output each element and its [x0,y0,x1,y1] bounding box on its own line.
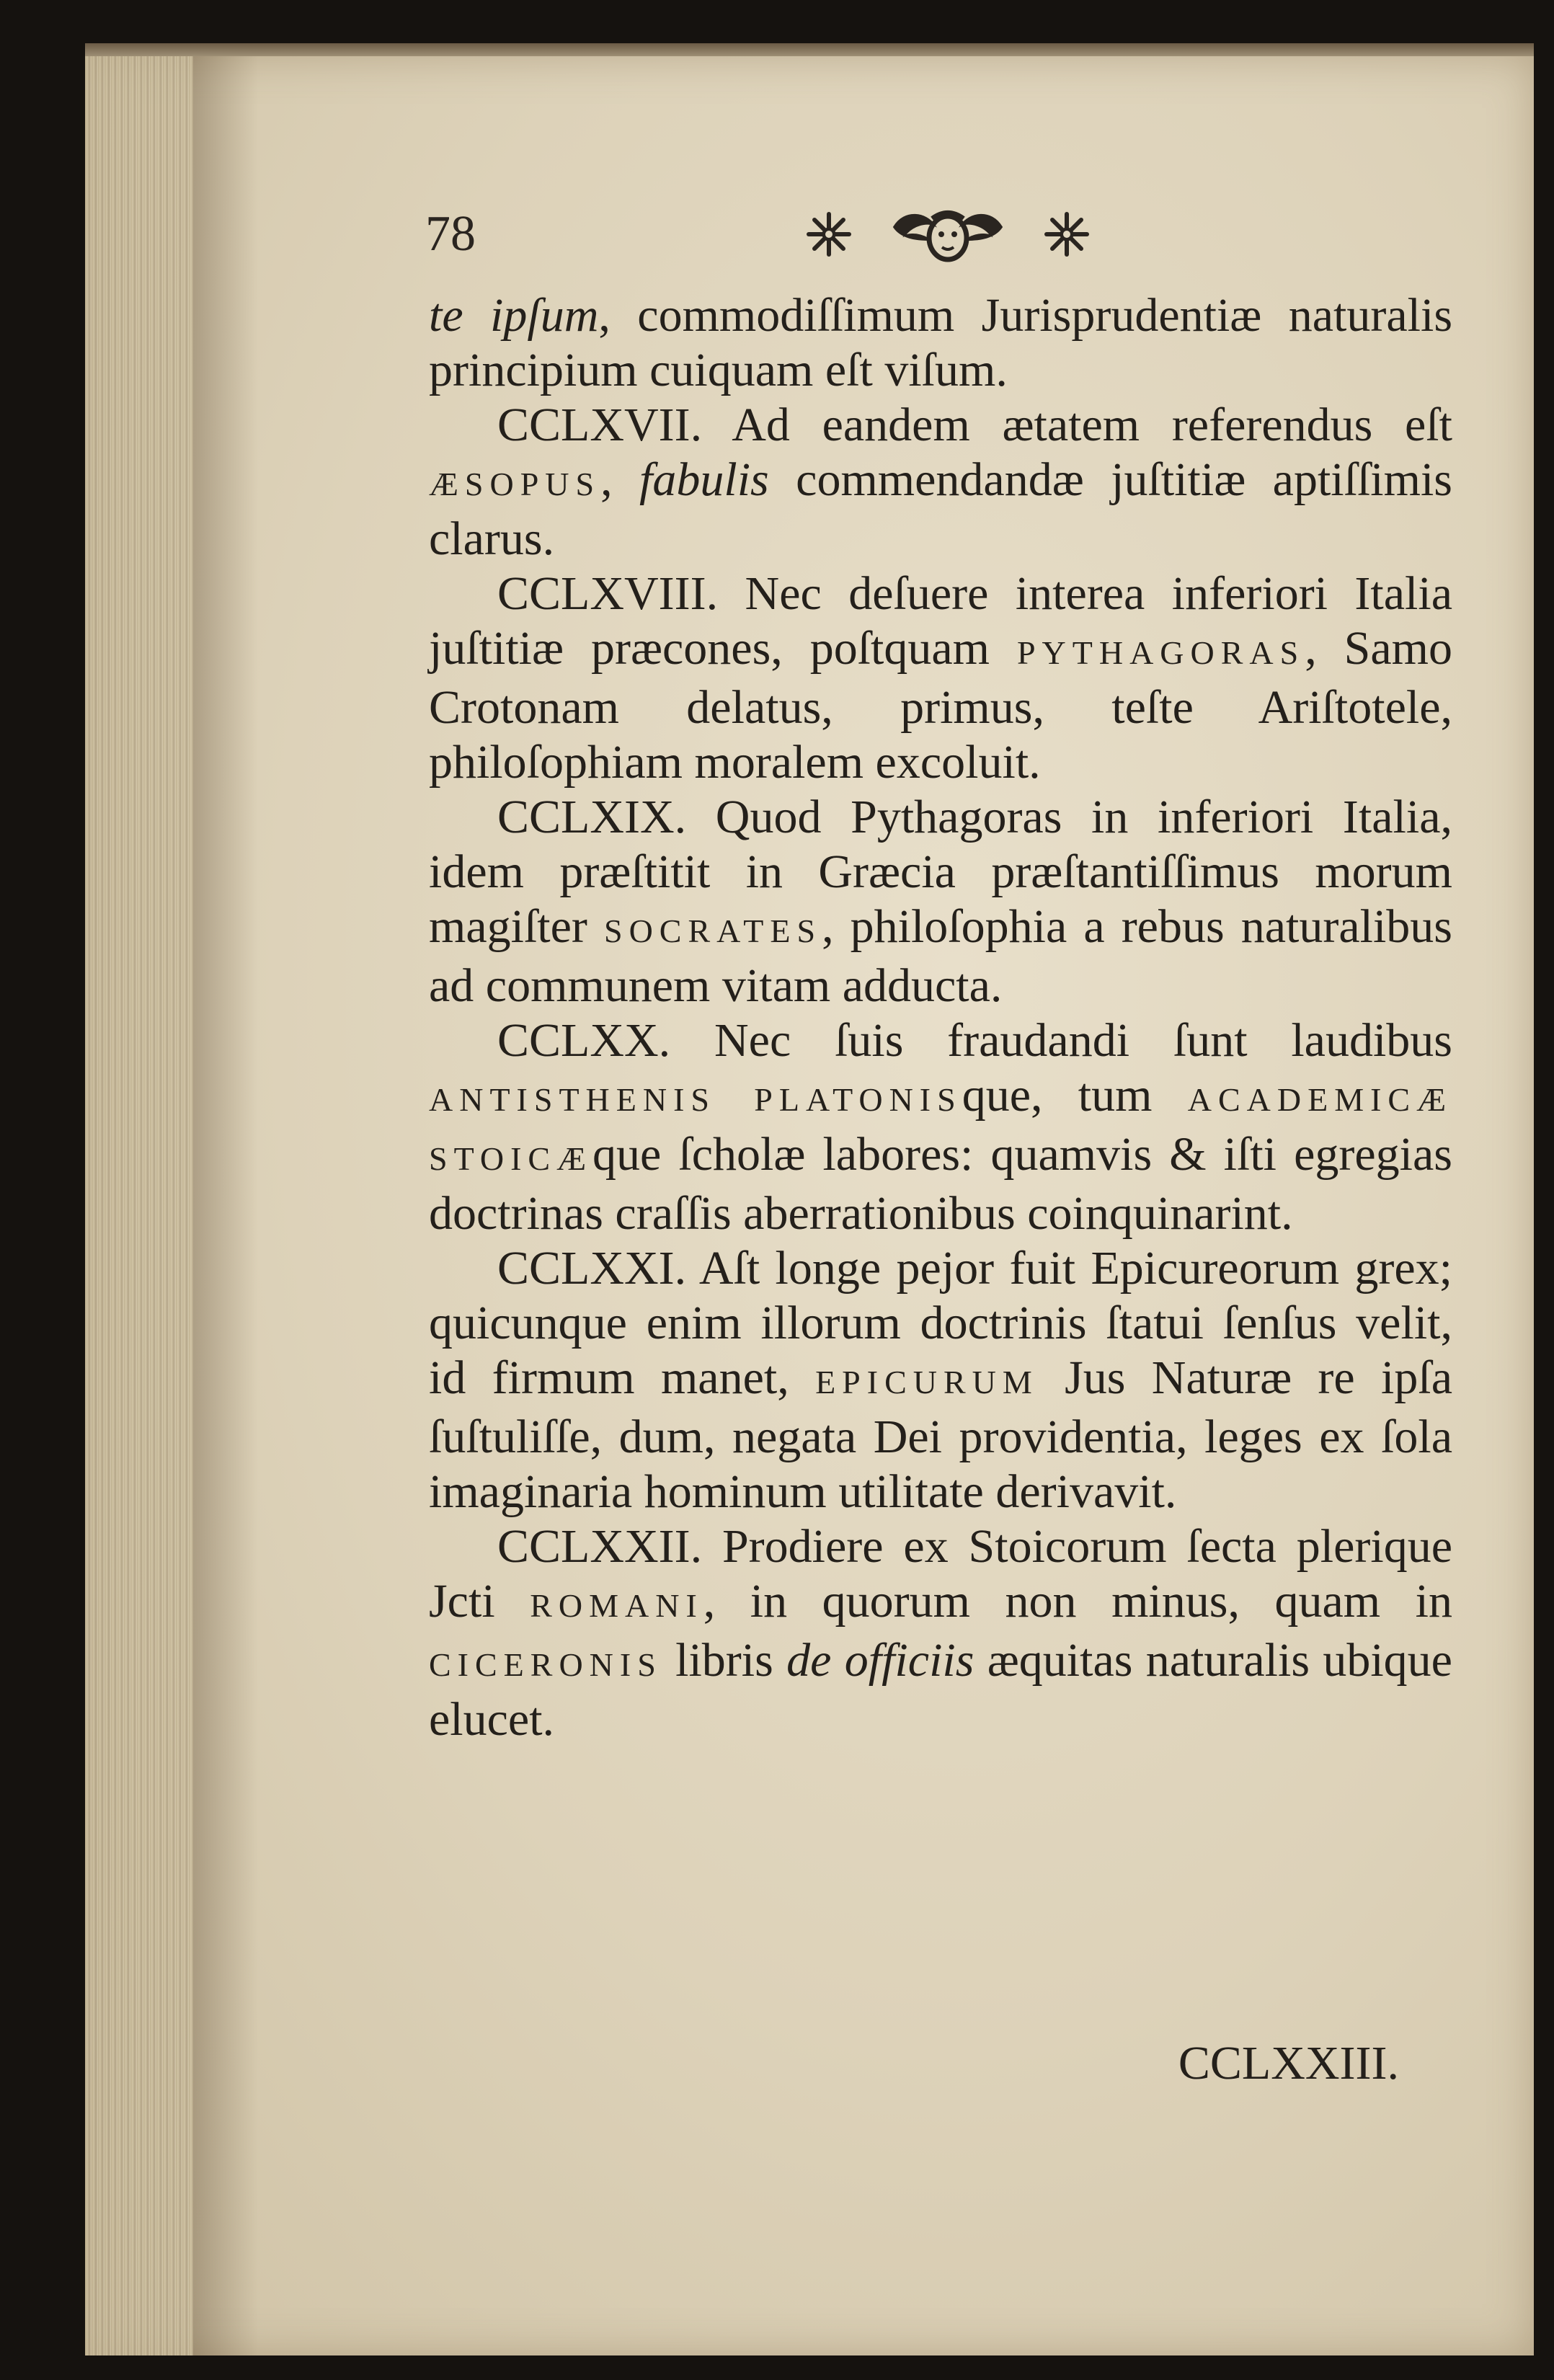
headpiece-ornament-icon [778,198,1117,270]
text-run: CCLXXII. Prodiere ex Stoicorum ſecta plerique Jcti [429,1520,1452,1628]
text-run: que ſcholæ labores: quamvis & iſti egregias doctrinas craſſis aberrationibus coinquinarint. [429,1128,1452,1240]
text-run: CCLXIX. Quod Pythagoras in inferiori Italia, idem præſtitit in Græcia præſtantiſſimus morum magiſter [429,791,1452,953]
text-run: SOCRATES [603,913,822,949]
text-run: æquitas naturalis ubique elucet. [429,1634,1452,1746]
text-run: CCLXXI. Aſt longe pejor fuit Epicureorum grex; quicunque enim illorum doctrinis ſtatui ſenſus velit, id firmum manet, [429,1242,1452,1404]
page-edges [85,56,193,2355]
text-run: CICERONIS [429,1646,662,1683]
text-run: , in quorum non minus, quam in [703,1575,1452,1628]
catchword: CCLXXIII. [1178,2037,1399,2090]
text-run: , [600,453,640,506]
text-run: que, tum [962,1069,1188,1122]
text-run: , Samo Crotonam delatus, primus, teſte Ariſtotele, philoſophiam moralem excoluit. [429,622,1452,789]
text-run: fabulis [639,453,769,506]
text-run: CCLXVII. Ad eandem ætatem referendus eſt [497,399,1452,451]
text-run: , commodiſſimum Jurisprudentiæ naturalis principium cuiquam eſt viſum. [429,289,1452,396]
text-run: Jus Naturæ re ipſa ſuſtuliſſe, dum, negata Dei providentia, leges ex ſola imaginaria hominum utilitate derivavit. [429,1351,1452,1518]
text-run: ÆSOPUS [429,466,601,502]
paragraph-cclxviii [429,567,1452,790]
paragraph-continuation [429,288,1452,398]
paragraph-cclxvii [429,398,1452,567]
paragraph-cclxx [429,1013,1452,1241]
paragraph-cclxxi [429,1241,1452,1519]
text-run: ROMANI [530,1587,703,1624]
page-number: 78 [425,206,476,262]
body-text [429,288,1452,1747]
page-header [425,198,1478,277]
paragraph-cclxix [429,790,1452,1013]
text-run: commendandæ juſtitiæ aptiſſimis clarus. [429,453,1452,565]
text-run: ACADEMICÆ STOICÆ [429,1081,1452,1177]
text-run: te ipſum [429,289,599,342]
text-run: de officiis [786,1634,974,1687]
paragraph-cclxxii [429,1519,1452,1747]
text-run: CCLXVIII. Nec deſuere interea inferiori Italia juſtitiæ præcones, poſtquam [429,567,1452,675]
text-run: EPICURUM [815,1364,1039,1400]
text-run: libris [662,1634,787,1687]
text-run: PYTHAGORAS [1016,634,1305,671]
text-run: , philoſophia a rebus naturalibus ad communem vitam adducta. [429,900,1452,1012]
spine-shadow [193,56,258,2355]
text-run: CCLXX. Nec ſuis fraudandi ſunt laudibus [497,1014,1452,1067]
text-run: ANTISTHENIS PLATONIS [429,1081,962,1118]
